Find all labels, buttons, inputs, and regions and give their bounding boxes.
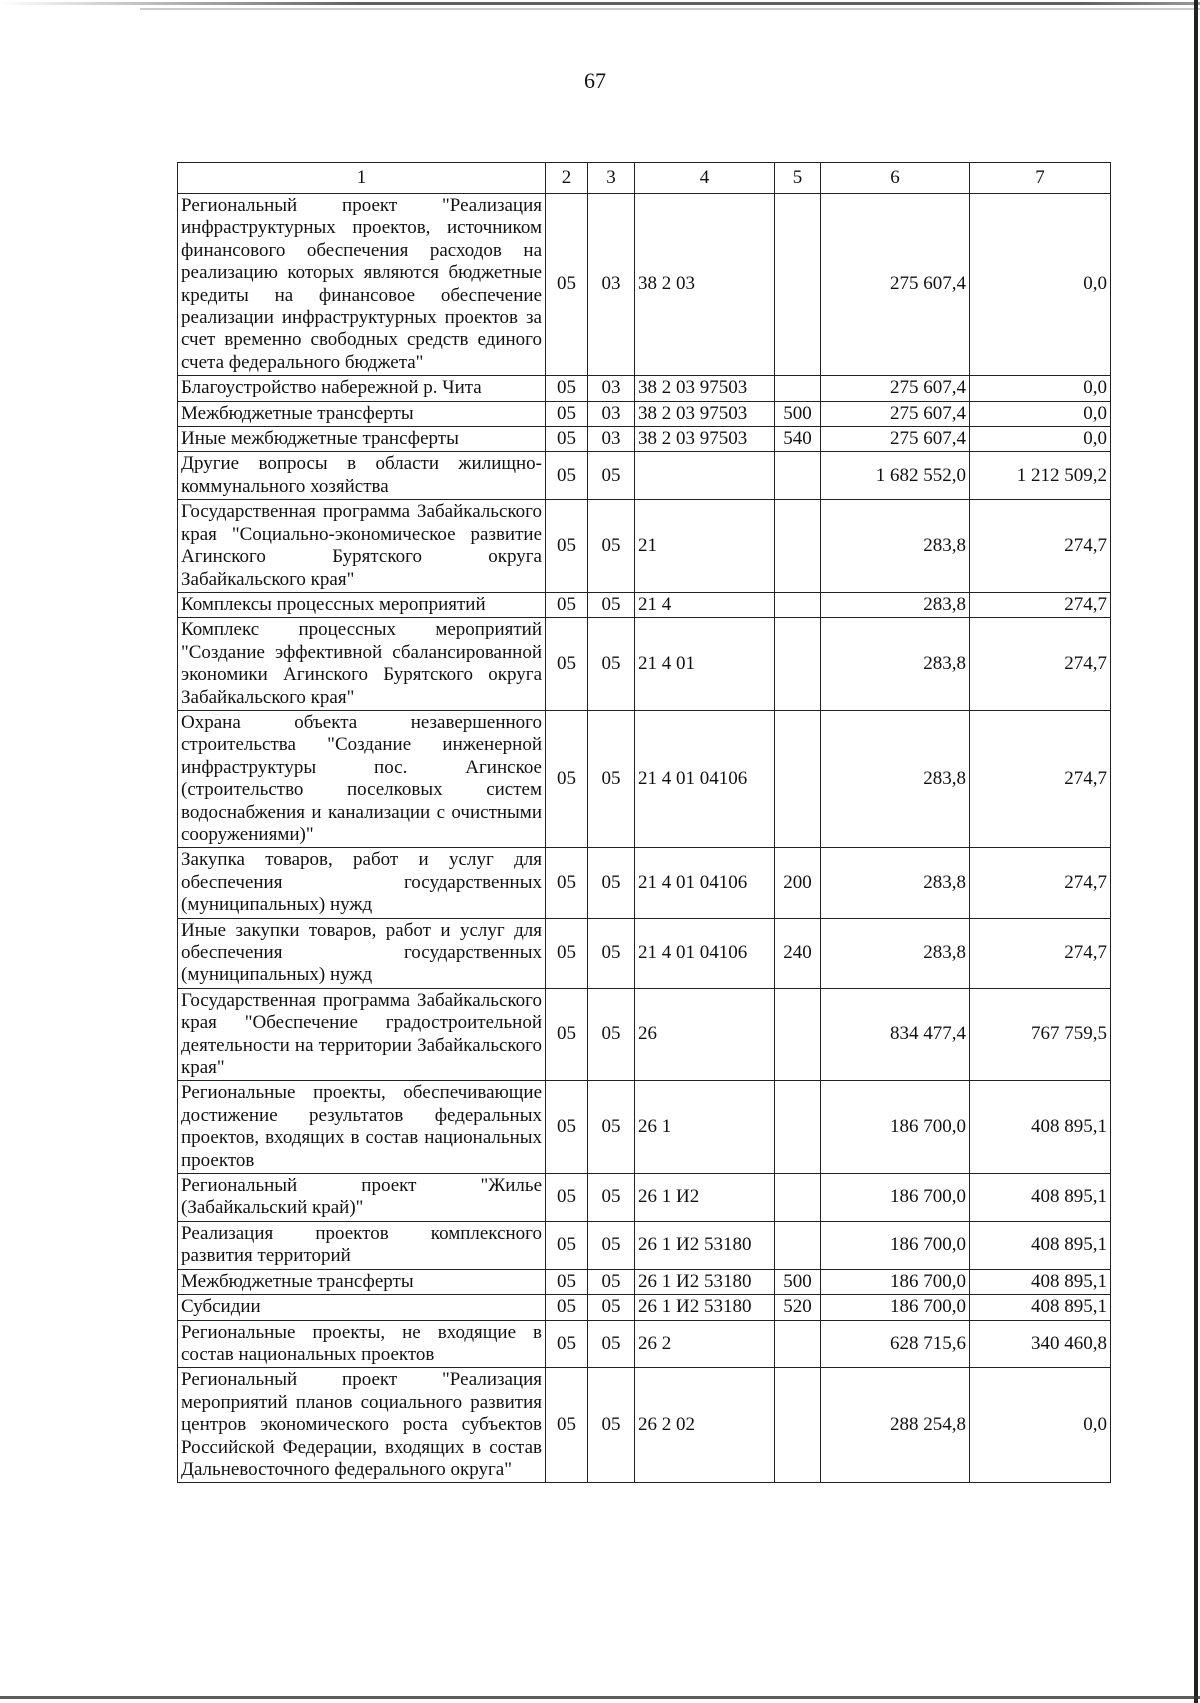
amount-col-6: 283,8 bbox=[821, 848, 970, 918]
amount-col-7: 0,0 bbox=[970, 427, 1111, 452]
section-code: 05 bbox=[546, 1295, 588, 1320]
amount-col-6: 275 607,4 bbox=[821, 401, 970, 426]
section-code: 05 bbox=[546, 848, 588, 918]
target-article-code bbox=[635, 452, 775, 500]
subsection-code: 05 bbox=[588, 1174, 635, 1222]
table-row bbox=[178, 592, 1111, 617]
budget-table bbox=[177, 162, 1111, 1483]
amount-col-6: 628 715,6 bbox=[821, 1320, 970, 1368]
expense-type-code bbox=[775, 376, 821, 401]
subsection-code: 05 bbox=[588, 1221, 635, 1269]
table-row bbox=[178, 427, 1111, 452]
row-name: Государственная программа Забайкальского края "Обеспечение градостроительной деятельности на территории Забайкальского края" bbox=[178, 988, 546, 1081]
expense-type-code bbox=[775, 618, 821, 711]
expense-type-code bbox=[775, 710, 821, 847]
section-code: 05 bbox=[546, 1174, 588, 1222]
amount-col-6: 186 700,0 bbox=[821, 1295, 970, 1320]
amount-col-7: 274,7 bbox=[970, 500, 1111, 593]
expense-type-code: 200 bbox=[775, 848, 821, 918]
scan-edge-right bbox=[1194, 0, 1198, 1703]
target-article-code: 21 4 01 bbox=[635, 618, 775, 711]
section-code: 05 bbox=[546, 988, 588, 1081]
amount-col-6: 283,8 bbox=[821, 918, 970, 988]
section-code: 05 bbox=[546, 618, 588, 711]
expense-type-code bbox=[775, 1320, 821, 1368]
expense-type-code: 540 bbox=[775, 427, 821, 452]
amount-col-6: 834 477,4 bbox=[821, 988, 970, 1081]
section-code: 05 bbox=[546, 918, 588, 988]
amount-col-7: 408 895,1 bbox=[970, 1295, 1111, 1320]
amount-col-7: 0,0 bbox=[970, 1368, 1111, 1483]
amount-col-6: 186 700,0 bbox=[821, 1221, 970, 1269]
table-row bbox=[178, 194, 1111, 376]
amount-col-7: 408 895,1 bbox=[970, 1081, 1111, 1174]
amount-col-6: 275 607,4 bbox=[821, 376, 970, 401]
expense-type-code bbox=[775, 1368, 821, 1483]
amount-col-7: 408 895,1 bbox=[970, 1221, 1111, 1269]
expense-type-code: 520 bbox=[775, 1295, 821, 1320]
table-row bbox=[178, 618, 1111, 711]
row-name: Региональные проекты, не входящие в состав национальных проектов bbox=[178, 1320, 546, 1368]
table-row bbox=[178, 500, 1111, 593]
subsection-code: 03 bbox=[588, 194, 635, 376]
target-article-code: 26 bbox=[635, 988, 775, 1081]
expense-type-code bbox=[775, 452, 821, 500]
amount-col-6: 288 254,8 bbox=[821, 1368, 970, 1483]
target-article-code: 21 bbox=[635, 500, 775, 593]
expense-type-code bbox=[775, 1174, 821, 1222]
amount-col-6: 275 607,4 bbox=[821, 194, 970, 376]
subsection-code: 05 bbox=[588, 500, 635, 593]
table-row bbox=[178, 1174, 1111, 1222]
subsection-code: 05 bbox=[588, 848, 635, 918]
expense-type-code: 500 bbox=[775, 1269, 821, 1294]
subsection-code: 05 bbox=[588, 710, 635, 847]
section-code: 05 bbox=[546, 401, 588, 426]
amount-col-7: 1 212 509,2 bbox=[970, 452, 1111, 500]
row-name: Другие вопросы в области жилищно-коммунального хозяйства bbox=[178, 452, 546, 500]
target-article-code: 21 4 01 04106 bbox=[635, 710, 775, 847]
row-name: Субсидии bbox=[178, 1295, 546, 1320]
amount-col-7: 274,7 bbox=[970, 848, 1111, 918]
scan-edge-bottom bbox=[0, 1696, 1200, 1699]
target-article-code: 26 1 bbox=[635, 1081, 775, 1174]
subsection-code: 03 bbox=[588, 376, 635, 401]
target-article-code: 38 2 03 97503 bbox=[635, 401, 775, 426]
target-article-code: 26 1 И2 53180 bbox=[635, 1221, 775, 1269]
amount-col-6: 1 682 552,0 bbox=[821, 452, 970, 500]
expense-type-code bbox=[775, 1081, 821, 1174]
amount-col-7: 767 759,5 bbox=[970, 988, 1111, 1081]
subsection-code: 05 bbox=[588, 988, 635, 1081]
expense-type-code: 240 bbox=[775, 918, 821, 988]
amount-col-7: 0,0 bbox=[970, 376, 1111, 401]
row-name: Государственная программа Забайкальского края "Социально-экономическое развитие Агинского Бурятского округа Забайкальского края" bbox=[178, 500, 546, 593]
table-row bbox=[178, 452, 1111, 500]
row-name: Региональные проекты, обеспечивающие достижение результатов федеральных проектов, входящих в состав национальных проектов bbox=[178, 1081, 546, 1174]
table-body bbox=[178, 194, 1111, 1483]
column-header: 1 bbox=[178, 163, 546, 194]
amount-col-7: 408 895,1 bbox=[970, 1269, 1111, 1294]
column-header: 4 bbox=[635, 163, 775, 194]
table-row bbox=[178, 710, 1111, 847]
subsection-code: 03 bbox=[588, 427, 635, 452]
subsection-code: 05 bbox=[588, 1269, 635, 1294]
amount-col-6: 275 607,4 bbox=[821, 427, 970, 452]
table-row bbox=[178, 1368, 1111, 1483]
section-code: 05 bbox=[546, 710, 588, 847]
table-row bbox=[178, 1320, 1111, 1368]
scan-edge-line bbox=[140, 8, 1200, 10]
table-row bbox=[178, 918, 1111, 988]
amount-col-7: 0,0 bbox=[970, 194, 1111, 376]
expense-type-code bbox=[775, 1221, 821, 1269]
amount-col-6: 283,8 bbox=[821, 710, 970, 847]
column-header: 7 bbox=[970, 163, 1111, 194]
target-article-code: 26 2 bbox=[635, 1320, 775, 1368]
column-header: 6 bbox=[821, 163, 970, 194]
amount-col-7: 0,0 bbox=[970, 401, 1111, 426]
row-name: Межбюджетные трансферты bbox=[178, 1269, 546, 1294]
page-number: 67 bbox=[584, 68, 606, 93]
table-row bbox=[178, 376, 1111, 401]
expense-type-code: 500 bbox=[775, 401, 821, 426]
amount-col-6: 186 700,0 bbox=[821, 1174, 970, 1222]
table-row bbox=[178, 1221, 1111, 1269]
amount-col-6: 283,8 bbox=[821, 500, 970, 593]
column-header: 5 bbox=[775, 163, 821, 194]
section-code: 05 bbox=[546, 1221, 588, 1269]
target-article-code: 21 4 bbox=[635, 592, 775, 617]
row-name: Комплексы процессных мероприятий bbox=[178, 592, 546, 617]
table-row bbox=[178, 401, 1111, 426]
target-article-code: 38 2 03 97503 bbox=[635, 376, 775, 401]
subsection-code: 05 bbox=[588, 1295, 635, 1320]
row-name: Региональный проект "Реализация инфраструктурных проектов, источником финансового обеспечения расходов на реализацию которых являются бюджетные кредиты на финансовое обеспечение реализации инфраструктурных проектов за счет временно свободных средств единого счета федерального бюджета" bbox=[178, 194, 546, 376]
amount-col-7: 274,7 bbox=[970, 592, 1111, 617]
target-article-code: 26 1 И2 53180 bbox=[635, 1269, 775, 1294]
table-row bbox=[178, 1295, 1111, 1320]
amount-col-6: 283,8 bbox=[821, 618, 970, 711]
subsection-code: 05 bbox=[588, 1320, 635, 1368]
target-article-code: 38 2 03 97503 bbox=[635, 427, 775, 452]
expense-type-code bbox=[775, 988, 821, 1081]
row-name: Закупка товаров, работ и услуг для обеспечения государственных (муниципальных) нужд bbox=[178, 848, 546, 918]
subsection-code: 03 bbox=[588, 401, 635, 426]
subsection-code: 05 bbox=[588, 592, 635, 617]
section-code: 05 bbox=[546, 1320, 588, 1368]
table-row bbox=[178, 848, 1111, 918]
section-code: 05 bbox=[546, 1081, 588, 1174]
target-article-code: 26 1 И2 bbox=[635, 1174, 775, 1222]
row-name: Региональный проект "Жилье (Забайкальский край)" bbox=[178, 1174, 546, 1222]
section-code: 05 bbox=[546, 427, 588, 452]
amount-col-6: 186 700,0 bbox=[821, 1081, 970, 1174]
scan-edge-top bbox=[0, 2, 1200, 5]
amount-col-7: 408 895,1 bbox=[970, 1174, 1111, 1222]
expense-type-code bbox=[775, 592, 821, 617]
subsection-code: 05 bbox=[588, 1081, 635, 1174]
target-article-code: 21 4 01 04106 bbox=[635, 918, 775, 988]
expense-type-code bbox=[775, 194, 821, 376]
section-code: 05 bbox=[546, 592, 588, 617]
table-row bbox=[178, 988, 1111, 1081]
target-article-code: 38 2 03 bbox=[635, 194, 775, 376]
subsection-code: 05 bbox=[588, 618, 635, 711]
expense-type-code bbox=[775, 500, 821, 593]
amount-col-7: 340 460,8 bbox=[970, 1320, 1111, 1368]
section-code: 05 bbox=[546, 1368, 588, 1483]
amount-col-6: 283,8 bbox=[821, 592, 970, 617]
amount-col-7: 274,7 bbox=[970, 918, 1111, 988]
table-header-row bbox=[178, 163, 1111, 194]
subsection-code: 05 bbox=[588, 1368, 635, 1483]
column-header: 3 bbox=[588, 163, 635, 194]
row-name: Региональный проект "Реализация мероприятий планов социального развития центров экономического роста субъектов Российской Федерации, входящих в состав Дальневосточного федерального округа" bbox=[178, 1368, 546, 1483]
row-name: Межбюджетные трансферты bbox=[178, 401, 546, 426]
section-code: 05 bbox=[546, 500, 588, 593]
row-name: Комплекс процессных мероприятий "Создание эффективной сбалансированной экономики Агинского Бурятского округа Забайкальского края" bbox=[178, 618, 546, 711]
section-code: 05 bbox=[546, 452, 588, 500]
section-code: 05 bbox=[546, 1269, 588, 1294]
table-row bbox=[178, 1269, 1111, 1294]
target-article-code: 26 2 02 bbox=[635, 1368, 775, 1483]
target-article-code: 21 4 01 04106 bbox=[635, 848, 775, 918]
row-name: Иные межбюджетные трансферты bbox=[178, 427, 546, 452]
amount-col-7: 274,7 bbox=[970, 710, 1111, 847]
section-code: 05 bbox=[546, 194, 588, 376]
target-article-code: 26 1 И2 53180 bbox=[635, 1295, 775, 1320]
amount-col-7: 274,7 bbox=[970, 618, 1111, 711]
row-name: Реализация проектов комплексного развития территорий bbox=[178, 1221, 546, 1269]
row-name: Иные закупки товаров, работ и услуг для обеспечения государственных (муниципальных) нужд bbox=[178, 918, 546, 988]
table-row bbox=[178, 1081, 1111, 1174]
column-header: 2 bbox=[546, 163, 588, 194]
section-code: 05 bbox=[546, 376, 588, 401]
subsection-code: 05 bbox=[588, 452, 635, 500]
row-name: Охрана объекта незавершенного строительства "Создание инженерной инфраструктуры пос. Агинское (строительство поселковых систем водоснабжения и канализации с очистными сооружениями)" bbox=[178, 710, 546, 847]
subsection-code: 05 bbox=[588, 918, 635, 988]
row-name: Благоустройство набережной р. Чита bbox=[178, 376, 546, 401]
amount-col-6: 186 700,0 bbox=[821, 1269, 970, 1294]
